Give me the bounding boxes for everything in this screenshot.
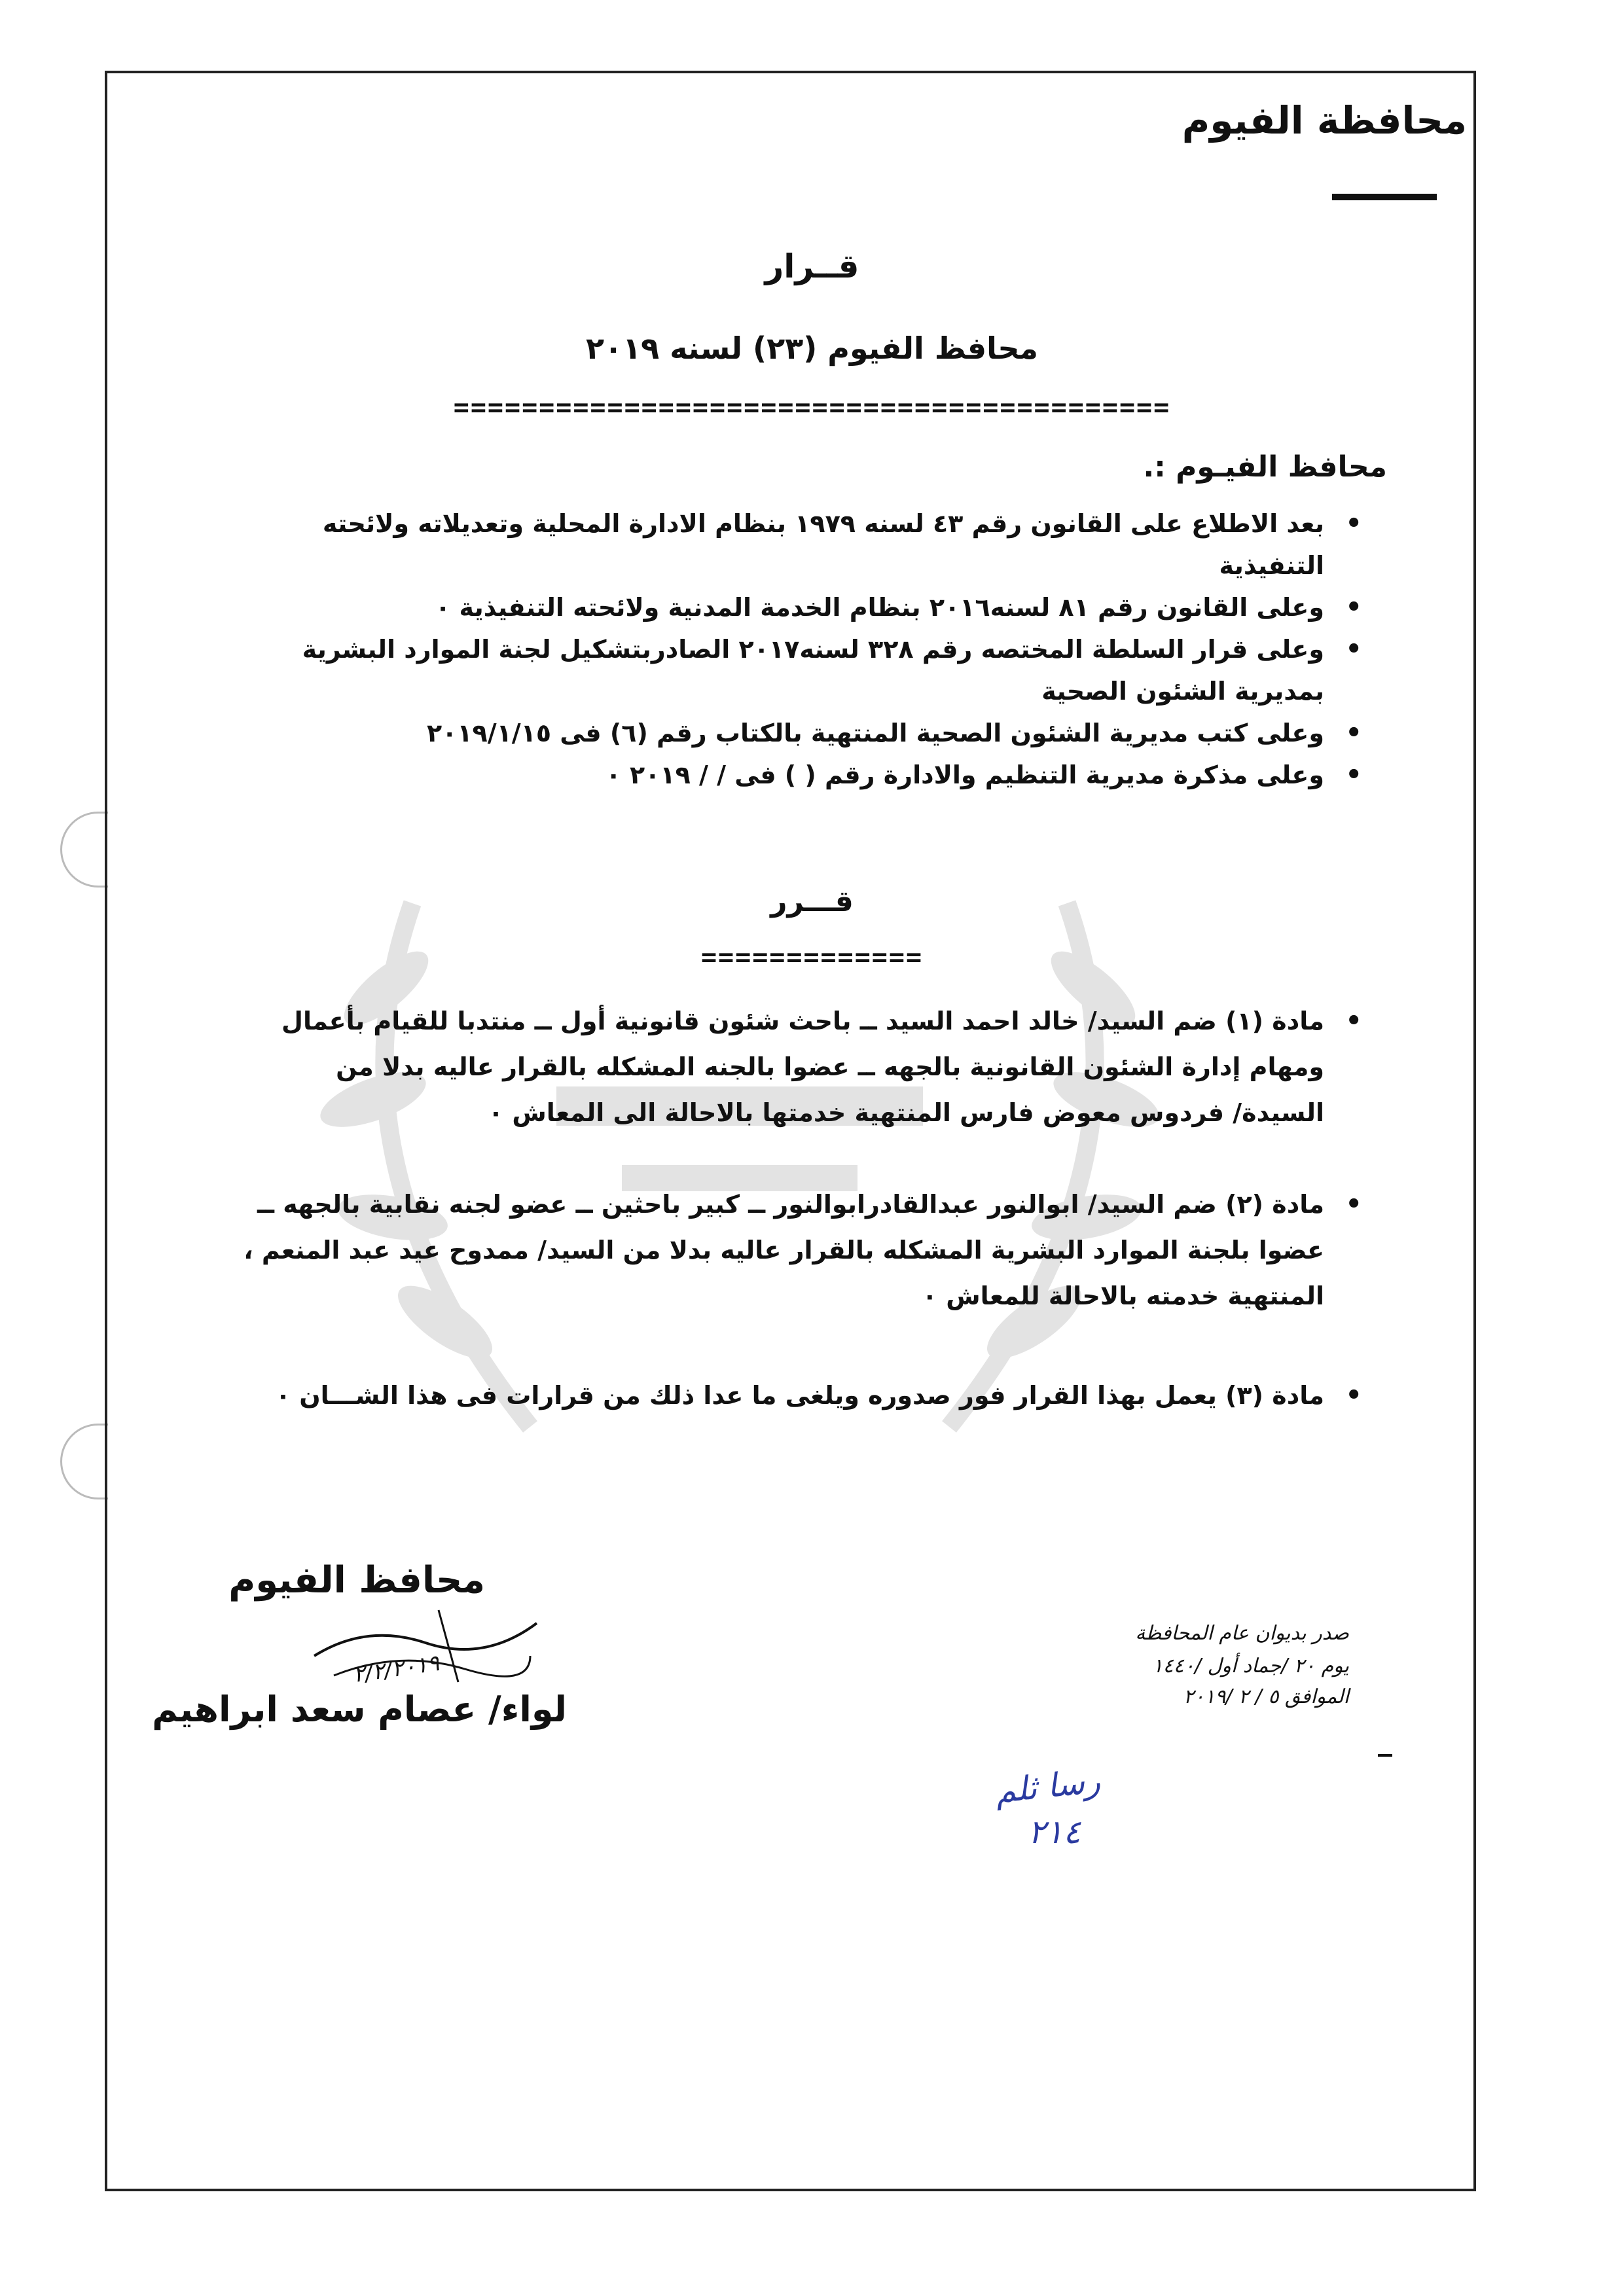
article-item bbox=[236, 998, 1362, 1136]
handwritten-note-number: ٢١٤ bbox=[1028, 1813, 1081, 1851]
issued-line: الموافق ٥ / ٢ /٢٠١٩ bbox=[1183, 1685, 1349, 1708]
articles-list bbox=[223, 1181, 1362, 1319]
decides-title: قـــرر bbox=[770, 885, 854, 918]
signatory-name: لواء/ عصام سعد ابراهيم bbox=[152, 1689, 567, 1730]
separator-long: ========================================== bbox=[453, 393, 1171, 423]
handwritten-note: رسا ثلم bbox=[993, 1761, 1102, 1811]
issued-line: صدر بديوان عام المحافظة bbox=[1135, 1622, 1349, 1645]
decision-subtitle: محافظ الفيوم (٢٣) لسنه ٢٠١٩ bbox=[585, 331, 1039, 366]
article-text: يعمل بهذا القرار فور صدوره ويلغى ما عدا ذلك من قرارات فى هذا الشـــان ٠ bbox=[275, 1381, 1217, 1410]
article-label: مادة (٣) bbox=[1225, 1381, 1324, 1410]
intro-heading: محافظ الفيـوم :. bbox=[1143, 450, 1387, 484]
punch-hole-bottom bbox=[60, 1424, 108, 1499]
article-item bbox=[223, 1374, 1362, 1416]
article-item bbox=[223, 1181, 1362, 1319]
signatory-title: محافظ الفيوم bbox=[228, 1559, 485, 1602]
article-label: مادة (٢) bbox=[1225, 1190, 1324, 1219]
separator-short: ============= bbox=[700, 942, 924, 973]
preamble-item: • وعلى القانون رقم ٨١ لسنه٢٠١٦ بنظام الخدمة المدنية ولائحته التنفيذية ٠ bbox=[262, 586, 1362, 628]
article-text: ضم السيد/ خالد احمد السيد ــ باحث شئون قانونية أول ــ منتدبا للقيام بأعمال ومهام إدارة الشئون القانونية بالجهه ــ عضوا بالجنه المشكله بالقرار عاليه بدلا من السيدة/ فردوس معوض فارس المنتهية خدمتها بالاحالة الى المعاش ٠ bbox=[281, 1007, 1324, 1127]
decision-title: قــرار bbox=[765, 247, 859, 285]
preamble-item: • وعلى مذكرة مديرية التنظيم والادارة رقم ( ) فى / / ٢٠١٩ ٠ bbox=[262, 754, 1362, 796]
header-underline bbox=[1332, 194, 1437, 200]
articles-list bbox=[223, 1374, 1362, 1416]
issued-line: يوم ٢٠ /جماد أول /١٤٤٠ bbox=[1152, 1655, 1349, 1677]
preamble-item: • وعلى كتب مديرية الشئون الصحية المنتهية بالكتاب رقم (٦) فى ٢٠١٩/١/١٥ bbox=[262, 712, 1362, 754]
preamble-item: • وعلى قرار السلطة المختصه رقم ٣٢٨ لسنه٢٠١٧ الصادربتشكيل لجنة الموارد البشرية بمديرية الشئون الصحية bbox=[262, 628, 1362, 712]
preamble-list bbox=[262, 503, 1362, 796]
articles-list bbox=[236, 998, 1362, 1136]
dash-mark bbox=[1378, 1754, 1392, 1757]
preamble-item: • بعد الاطلاع على القانون رقم ٤٣ لسنه ١٩٧٩ بنظام الادارة المحلية وتعديلاته ولائحته التنفيذية bbox=[262, 503, 1362, 586]
article-text: ضم السيد/ ابوالنور عبدالقادرابوالنور ــ كبير باحثين ــ عضو لجنه نقابية بالجهه ــ عضوا بلجنة الموارد البشرية المشكله بالقرار عاليه بدلا من السيد/ ممدوح عيد عبد المنعم ، المنتهية خدمته بالاحالة للمعاش ٠ bbox=[244, 1190, 1324, 1310]
signature-date: ٢/٢/٢٠١٩ bbox=[351, 1649, 441, 1689]
article-label: مادة (١) bbox=[1225, 1007, 1324, 1035]
punch-hole-top bbox=[60, 812, 108, 888]
governorate-header: محافظة الفيوم bbox=[1182, 98, 1467, 143]
handwritten-signature bbox=[308, 1604, 543, 1695]
